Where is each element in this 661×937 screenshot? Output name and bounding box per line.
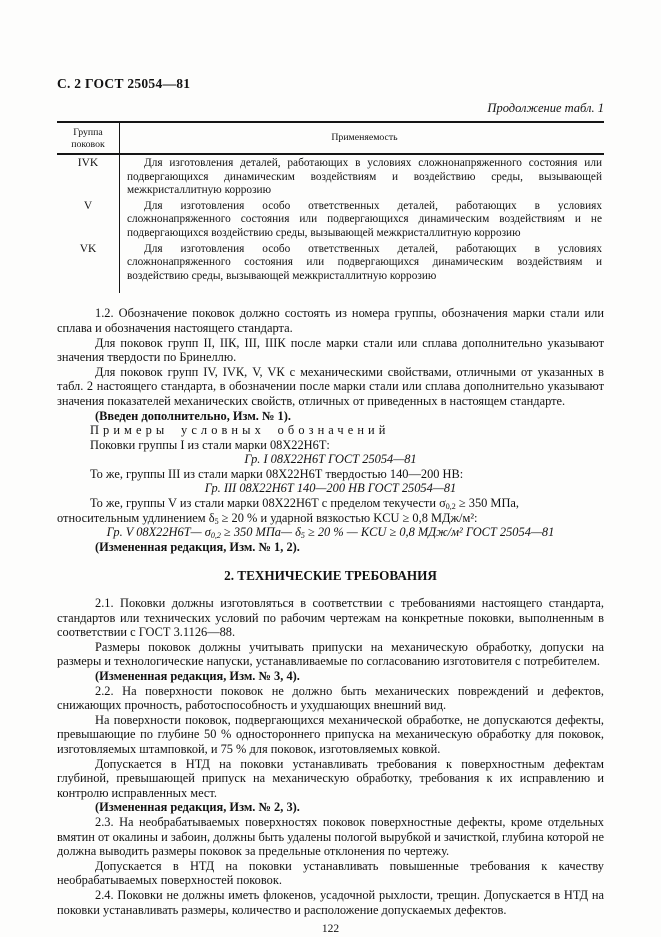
table-row bbox=[57, 155, 604, 198]
applicability-text: Для изготовления деталей, работающих в условиях сложнонапряженного состояния или подвергающихся динамическим воздействиям и воздействию среды, вызывающей межкристаллитную коррозию bbox=[119, 155, 604, 198]
sigma-subscript: 0,2 bbox=[445, 502, 456, 512]
forging-groups-table bbox=[57, 121, 604, 293]
paragraph-groups-mechanical: Для поковок групп IV, IVК, V, VК с механическими свойствами, отличными от указанных в табл. 2 настоящего стандарта, в обозначении после марки стали или сплава дополнительно указывают значения показателей механических свойств, отличных от приведенных в настоящем стандарте. bbox=[57, 364, 604, 408]
group-code: V bbox=[83, 199, 93, 212]
paragraph-2-2-machined: На поверхности поковок, подвергающихся механической обработке, не допускаются дефекты, превышающие по глубине 50 % одностороннего припуска на механическую обработку для поковок, изготовляемых штамповкой, и 75 % для поковок, изготовляемых ковкой. bbox=[57, 712, 604, 756]
page-header: С. 2 ГОСТ 25054—81 bbox=[57, 76, 191, 91]
example-3-designation-text: Гр. V 08Х22Н6Т— σ bbox=[106, 525, 211, 540]
table-row bbox=[57, 241, 604, 294]
example-3-intro-text: То же, группы V из стали марки 08Х22Н6Т с пределом текучести σ bbox=[90, 496, 446, 511]
example-3-designation-text: ≥ 350 МПа— δ bbox=[220, 525, 301, 540]
delta-subscript: 5 bbox=[214, 516, 219, 526]
group-code: IVK bbox=[77, 157, 99, 169]
amendment-note-changed-3-4: (Измененная редакция, Изм. № 3, 4). bbox=[95, 669, 300, 683]
example-3-designation bbox=[57, 525, 604, 540]
example-3-intro bbox=[57, 496, 604, 525]
example-3-intro-text: ≥ 350 МПа, относительным удлинением δ bbox=[57, 496, 519, 525]
paragraph-2-1: 2.1. Поковки должны изготовляться в соответствии с требованиями настоящего стандарта, стандартов или технических условий по рабочим чертежам на конкретные поковки, выполненным в соответствии с ГОСТ 3.1126—88. bbox=[57, 596, 604, 640]
amendment-note-changed-2-3: (Измененная редакция, Изм. № 2, 3). bbox=[95, 800, 300, 815]
column-header-group: Группа поковок bbox=[71, 127, 105, 150]
example-3-intro-text: ≥ 20 % и ударной вязкостью KCU ≥ 0,8 МДж/м²: bbox=[218, 510, 478, 525]
table-row bbox=[57, 198, 604, 241]
example-1-intro: Поковки группы I из стали марки 08Х22Н6Т: bbox=[90, 437, 330, 452]
amendment-note-added: (Введен дополнительно, Изм. № 1). bbox=[95, 408, 291, 423]
page-number: 122 bbox=[321, 923, 340, 936]
sigma-subscript: 0,2 bbox=[210, 531, 221, 541]
example-2-designation: Гр. III 08Х22Н6Т 140—200 НВ ГОСТ 25054—81 bbox=[204, 481, 457, 496]
example-3-designation-text: ≥ 20 % — KCU ≥ 0,8 МДж/м² ГОСТ 25054—81 bbox=[304, 525, 555, 540]
document-body bbox=[57, 306, 604, 936]
paragraph-groups-brinell: Для поковок групп II, IIК, III, IIIК после марки стали или сплава дополнительно указывают значения твердости по Бринеллю. bbox=[57, 335, 604, 365]
table-header-row bbox=[57, 123, 604, 155]
amendment-note-changed-1-2: (Измененная редакция, Изм. № 1, 2). bbox=[95, 539, 300, 554]
paragraph-2-3-ntd: Допускается в НТД на поковки устанавливать повышенные требования к качеству необрабатываемых поверхностей поковок. bbox=[57, 858, 604, 888]
paragraph-2-4: 2.4. Поковки не должны иметь флокенов, усадочной рыхлости, трещин. Допускается в НТД на поковки устанавливать размеры, количество и расположение допускаемых дефектов. bbox=[57, 887, 604, 917]
column-header-applicability: Применяемость bbox=[119, 123, 604, 153]
applicability-text: Для изготовления особо ответственных деталей, работающих в условиях сложнонапряженного состояния или подвергающихся динамическим воздействиям и не подвергающихся воздействию среды, вызывающей межкристаллитную коррозию bbox=[119, 198, 604, 241]
table-continuation-caption: Продолжение табл. 1 bbox=[487, 101, 604, 115]
section-2-heading: 2. ТЕХНИЧЕСКИЕ ТРЕБОВАНИЯ bbox=[224, 568, 437, 584]
example-2-intro: То же, группы III из стали марки 08Х22Н6Т твердостью 140—200 НВ: bbox=[90, 466, 464, 481]
paragraph-2-2: 2.2. На поверхности поковок не должно быть механических повреждений и дефектов, снижающих прочность, работоспособность и ухудшающих внешний вид. bbox=[57, 683, 604, 713]
examples-heading: Примеры условных обозначений bbox=[90, 423, 390, 438]
paragraph-2-3: 2.3. На необрабатываемых поверхностях поковок поверхностные дефекты, кроме отдельных вмятин от окалины и забоин, должны быть удалены пологой вырубкой и зачисткой, глубина которой не должна выводить размеры поковок за предельные отклонения по чертежу. bbox=[57, 814, 604, 859]
group-code: VK bbox=[79, 242, 97, 255]
example-1-designation: Гр. I 08Х22Н6Т ГОСТ 25054—81 bbox=[244, 452, 417, 467]
paragraph-2-1-sizes: Размеры поковок должны учитывать припуски на механическую обработку, допуски на размеры и технологические напуски, устанавливаемые по согласованию изготовителя с потребителем. bbox=[57, 639, 604, 669]
paragraph-1-2: 1.2. Обозначение поковок должно состоять из номера группы, обозначения марки стали или сплава и обозначения настоящего стандарта. bbox=[57, 306, 604, 335]
applicability-text: Для изготовления особо ответственных деталей, работающих в условиях сложнонапряженного состояния или подвергающихся динамическим воздействиям и воздействию среды, вызывающей межкристаллитную коррозию bbox=[119, 241, 604, 294]
paragraph-2-2-ntd: Допускается в НТД на поковки устанавливать требования к поверхностным дефектам глубиной, превышающей припуск на механическую обработку, требования к их исправлению и контролю исправленных мест. bbox=[57, 756, 604, 800]
delta-subscript: 5 bbox=[300, 531, 305, 541]
